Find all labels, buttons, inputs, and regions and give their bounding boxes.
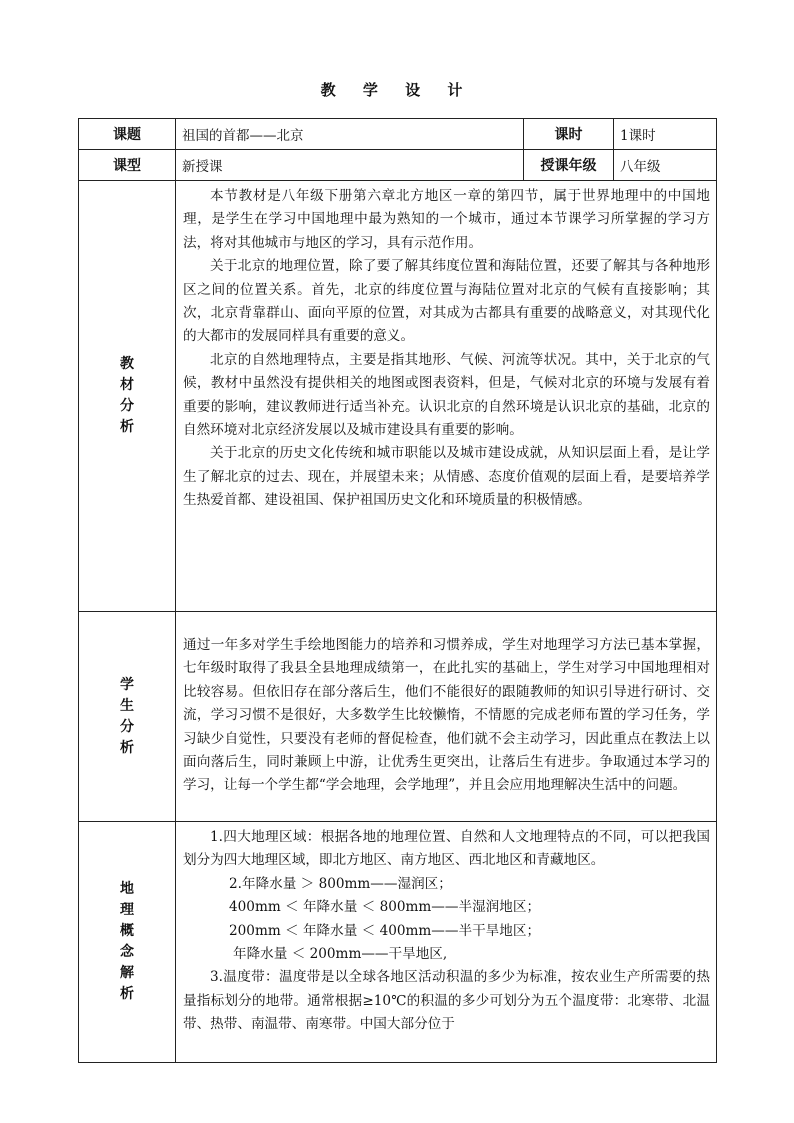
paragraph: 北京的自然地理特点，主要是指其地形、气候、河流等状况。其中，关于北京的气候，教材中虽然没有提供相关的地图或图表资料，但是，气候对北京的环境与发展有着重要的影响，建议教师进行适当补充。认识北京的自然环境是认识北京的基础，北京的自然环境对北京经济发展以及城市建设具有重要的影响。 bbox=[183, 351, 710, 439]
paragraph: 本节教材是八年级下册第六章北方地区一章的第四节，属于世界地理中的中国地理，是学生在学习中国地理中最为熟知的一个城市，通过本节课学习所掌握的学习方法，将对其他城市与地区的学习，具有示范作用。 bbox=[183, 188, 710, 251]
student-analysis-content bbox=[176, 612, 717, 822]
paragraph: 400mm ＜ 年降水量 ＜ 800mm——半湿润地区； bbox=[229, 899, 541, 916]
label-char: 分 bbox=[120, 398, 134, 414]
paragraph: 年降水量 ＜ 200mm——干旱地区, bbox=[233, 946, 448, 963]
concept-analysis-row bbox=[79, 822, 717, 1063]
type-label: 课型 bbox=[79, 150, 176, 181]
paragraph: 1.四大地理区域：根据各地的地理位置、自然和人文地理特点的不同，可以把我国划分为四大地理区域，即北方地区、南方地区、西北地区和青藏地区。 bbox=[183, 829, 710, 869]
grade-value: 八年级 bbox=[614, 150, 717, 181]
paragraph: 通过一年多对学生手绘地图能力的培养和习惯养成，学生对地理学习方法已基本掌握，七年级时取得了我县全县地理成绩第一，在此扎实的基础上，学生对学习中国地理相对比较容易。但依旧存在部分落后生，他们不能很好的跟随教师的知识引导进行研讨、交流，学习习惯不是很好，大多数学生比较懒惰，不情愿的完成老师布置的学习任务，学习缺少自觉性，只要没有老师的督促检查，他们就不会主动学习，因此重点在教法上以面向落后生，同时兼顾上中游，让优秀生更突出，让落后生有进步。争取通过本学习的学习，让每一个学生都“学会地理，会学地理”，并且会应用地理解决生活中的问题。 bbox=[183, 637, 710, 794]
topic-row bbox=[79, 119, 717, 150]
textbook-analysis-label bbox=[79, 181, 176, 612]
label-char: 教 bbox=[120, 356, 134, 372]
type-value: 新授课 bbox=[176, 150, 524, 181]
paragraph: 200mm ＜ 年降水量 ＜ 400mm——半干旱地区； bbox=[229, 922, 541, 939]
label-char: 念 bbox=[120, 944, 134, 960]
type-row bbox=[79, 150, 717, 181]
textbook-analysis-row bbox=[79, 181, 717, 612]
paragraph: 关于北京的地理位置，除了要了解其纬度位置和海陆位置，还要了解其与各种地形区之间的位置关系。首先，北京的纬度位置与海陆位置对北京的气候有直接影响；其次，北京背靠群山、面向平原的位置，对其成为古都具有重要的战略意义，对其现代化的大都市的发展同样具有重要的意义。 bbox=[183, 258, 710, 345]
label-char: 理 bbox=[120, 902, 134, 918]
label-char: 分 bbox=[120, 718, 134, 735]
hours-value: 1课时 bbox=[614, 119, 717, 150]
hours-label: 课时 bbox=[524, 119, 614, 150]
label-char: 学 bbox=[120, 676, 134, 693]
paragraph: 3.温度带：温度带是以全球各地区活动积温的多少为标准，按农业生产所需要的热量指标划分的地带。通常根据≥10℃的积温的多少可划分为五个温度带：北寒带、北温带、热带、南温带、南寒带。中国大部分位于 bbox=[183, 969, 710, 1033]
label-char: 析 bbox=[120, 739, 134, 756]
paragraph: 关于北京的历史文化传统和城市职能以及城市建设成就，从知识层面上看，是让学生了解北京的过去、现在，并展望未来；从情感、态度价值观的层面上看，是要培养学生热爱首都、建设祖国、保护祖国历史文化和环境质量的积极情感。 bbox=[183, 445, 710, 509]
label-char: 材 bbox=[120, 377, 134, 393]
student-analysis-row bbox=[79, 612, 717, 822]
label-char: 地 bbox=[120, 881, 134, 897]
grade-label: 授课年级 bbox=[524, 150, 614, 181]
paragraph: 2.年降水量 ＞ 800mm——湿润区； bbox=[229, 875, 452, 892]
label-char: 解 bbox=[120, 965, 134, 981]
student-analysis-label bbox=[79, 612, 176, 822]
lesson-plan-table bbox=[78, 118, 717, 1063]
concept-analysis-label bbox=[79, 822, 176, 1063]
label-char: 概 bbox=[120, 923, 134, 939]
label-char: 析 bbox=[120, 419, 134, 435]
label-char: 析 bbox=[120, 986, 134, 1002]
label-char: 生 bbox=[120, 697, 134, 714]
page-title: 教 学 设 计 bbox=[320, 81, 474, 99]
concept-analysis-content bbox=[176, 822, 717, 1063]
textbook-analysis-content bbox=[176, 181, 717, 612]
topic-label: 课题 bbox=[79, 119, 176, 150]
topic-value: 祖国的首都——北京 bbox=[176, 119, 524, 150]
